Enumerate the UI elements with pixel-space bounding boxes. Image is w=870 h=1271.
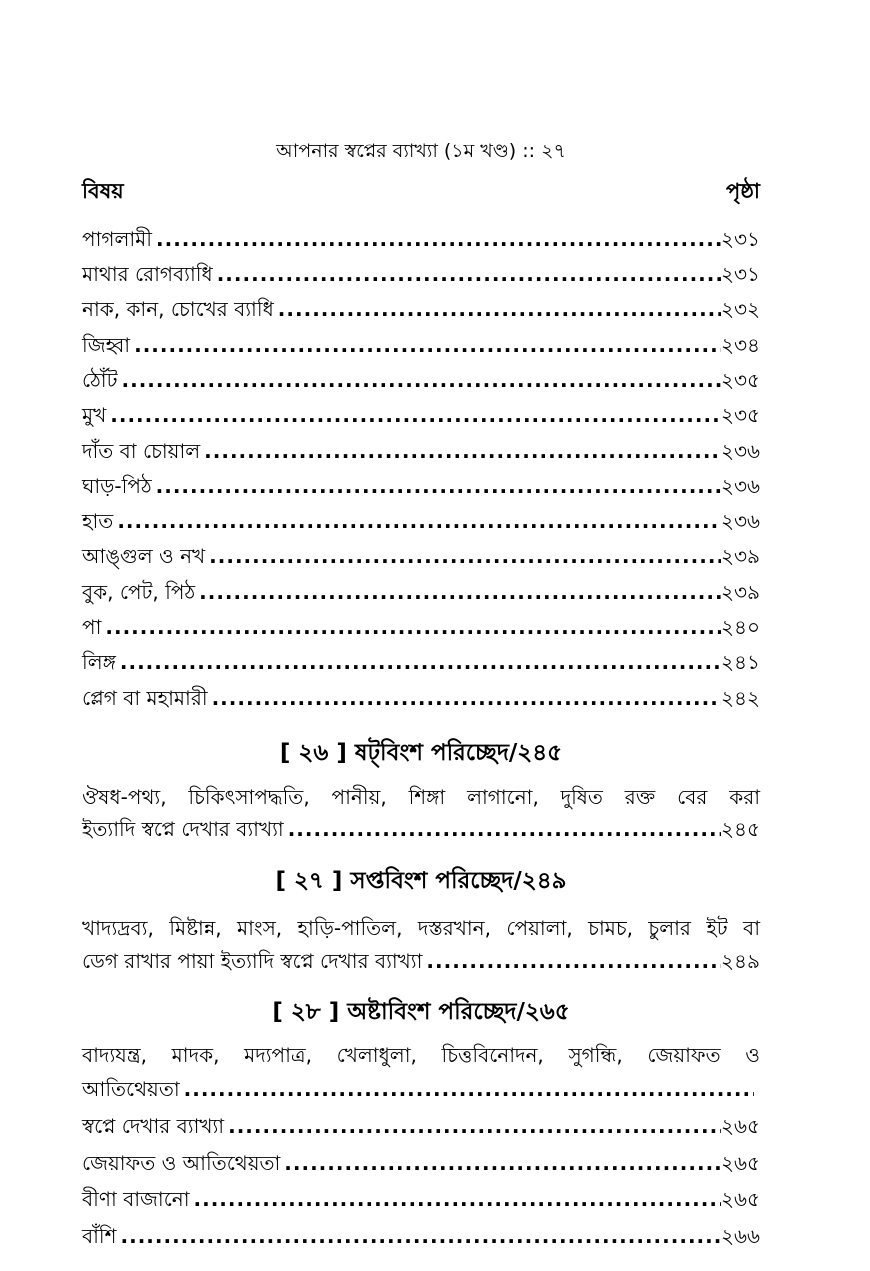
dot-leader	[117, 506, 721, 536]
entry-title: ডেগ রাখার পায়া ইত্যাদি স্বপ্নে দেখার ব্যাখ্যা	[82, 949, 423, 973]
entry-title: ঘাড়-পিঠ	[82, 474, 152, 498]
toc-entry	[82, 471, 760, 501]
entry-page: ২৩৬	[720, 509, 760, 533]
entry-title: বুক, পেট, পিঠ	[82, 580, 196, 604]
chapter-28-heading: [ ২৮ ] অষ্টাবিংশ পরিচ্ছেদ/২৬৫	[272, 999, 570, 1025]
entry-title: জেয়াফত ও আতিথেয়তা	[82, 1151, 281, 1175]
entry-page: ২৩৯	[721, 580, 760, 604]
entry-page: ২৩৫	[721, 403, 760, 427]
dot-leader	[199, 577, 721, 607]
entry-title: আঙ্গুল ও নখ	[82, 544, 206, 568]
chapter-28-description: বাদ্যযন্ত্র, মাদক, মদ্যপাত্র, খেলাধুলা, চিত্তবিনোদন, সুগন্ধি, জেয়াফত ও	[82, 1043, 760, 1067]
toc-entry	[82, 330, 760, 360]
toc-entry	[82, 541, 760, 571]
toc-entry	[82, 436, 760, 466]
chapter-27-heading: [ ২৭ ] সপ্তবিংশ পরিচ্ছেদ/২৪৯	[275, 868, 567, 894]
entry-page: ২৩৯	[721, 544, 760, 568]
dot-leader	[184, 1074, 754, 1104]
chapter-26-entry	[82, 814, 760, 844]
entry-page: ২৩৫	[721, 368, 760, 392]
toc-entry	[82, 1184, 760, 1214]
entry-page: ২৬৫	[721, 1151, 760, 1175]
dot-leader	[134, 330, 721, 360]
toc-entry	[82, 612, 760, 642]
entry-title: আতিথেয়তা	[82, 1077, 180, 1101]
dot-leader	[194, 1184, 721, 1214]
entry-page: ২৩৪	[721, 333, 760, 357]
toc-entry	[82, 506, 760, 536]
dot-leader	[217, 259, 721, 289]
entry-title: লিঙ্গ	[82, 650, 116, 674]
dot-leader	[228, 1111, 721, 1141]
toc-entry	[82, 224, 760, 254]
entry-title: হাত	[82, 509, 114, 533]
toc-entry	[82, 683, 760, 713]
dot-leader	[156, 224, 721, 254]
entry-title: বীণা বাজানো	[82, 1187, 190, 1211]
entry-title: ঠোঁট	[82, 368, 118, 392]
entry-page: ২৪১	[721, 650, 760, 674]
dot-leader	[284, 1148, 721, 1178]
toc-entry	[82, 294, 760, 324]
entry-page: ২৪৯	[721, 949, 760, 973]
running-head: আপনার স্বপ্নের ব্যাখ্যা (১ম খণ্ড) :: ২৭	[276, 140, 566, 162]
dot-leader	[209, 541, 721, 571]
toc-entry	[82, 1111, 760, 1141]
chapter-26-heading: [ ২৬ ] ষট্‌বিংশ পরিচ্ছেদ/২৪৫	[279, 740, 563, 766]
entry-page: ২৬৫	[721, 1114, 760, 1138]
entry-title: পা	[82, 615, 102, 639]
toc-page	[82, 0, 760, 1271]
dot-leader	[121, 1221, 721, 1251]
toc-entry	[82, 400, 760, 430]
entry-title: মাথার রোগব্যাধি	[82, 262, 213, 286]
entry-page: ২৪৫	[721, 817, 760, 841]
entry-title: বাঁশি	[82, 1224, 117, 1248]
entry-page: ২৩২	[720, 297, 760, 321]
entry-title: স্বপ্নে দেখার ব্যাখ্যা	[82, 1114, 225, 1138]
column-header	[82, 176, 760, 206]
dot-leader	[122, 365, 721, 395]
dot-leader	[110, 400, 721, 430]
dot-leader	[105, 612, 721, 642]
entry-page: ২৪২	[721, 686, 760, 710]
entry-page: ২৬৫	[721, 1187, 760, 1211]
entry-page: ২৬৬	[720, 1224, 760, 1248]
toc-entry	[82, 1221, 760, 1251]
toc-entry	[82, 365, 760, 395]
chapter-27-description: খাদ্যদ্রব্য, মিষ্টান্ন, মাংস, হাড়ি-পাতিল, দস্তরখান, পেয়ালা, চামচ, চুলার ইট বা	[82, 916, 760, 940]
entry-page: ২৩১	[721, 262, 760, 286]
entry-page: ২৩১	[721, 227, 760, 251]
dot-leader	[426, 946, 721, 976]
entry-title: পাগলামী	[82, 227, 153, 251]
subject-column-label: বিষয়	[82, 179, 124, 203]
entry-title: ইত্যাদি স্বপ্নে দেখার ব্যাখ্যা	[82, 817, 284, 841]
chapter-27-entry	[82, 946, 760, 976]
chapter-28-entry-line	[82, 1074, 754, 1104]
dot-leader	[288, 814, 721, 844]
entry-title: প্লেগ বা মহামারী	[82, 686, 208, 710]
page-column-label: পৃষ্ঠা	[725, 179, 760, 203]
dot-leader	[204, 436, 721, 466]
entry-page: ২৩৬	[720, 474, 760, 498]
entry-title: দাঁত বা চোয়াল	[82, 439, 201, 463]
toc-entry	[82, 647, 760, 677]
entry-page: ২৩৬	[720, 439, 760, 463]
entry-title: নাক, কান, চোখের ব্যাধি	[82, 297, 274, 321]
entry-page: ২৪০	[721, 615, 760, 639]
entry-title: মুখ	[82, 403, 107, 427]
toc-entry	[82, 259, 760, 289]
entry-title: জিহ্বা	[82, 333, 131, 357]
dot-leader	[212, 683, 721, 713]
toc-entry	[82, 577, 760, 607]
dot-leader	[278, 294, 721, 324]
dot-leader	[120, 647, 721, 677]
chapter-26-description: ঔষধ-পথ্য, চিকিৎসাপদ্ধতি, পানীয়, শিঙ্গা লাগানো, দুষিত রক্ত বের করা	[82, 785, 760, 809]
dot-leader	[156, 471, 721, 501]
toc-entry	[82, 1148, 760, 1178]
